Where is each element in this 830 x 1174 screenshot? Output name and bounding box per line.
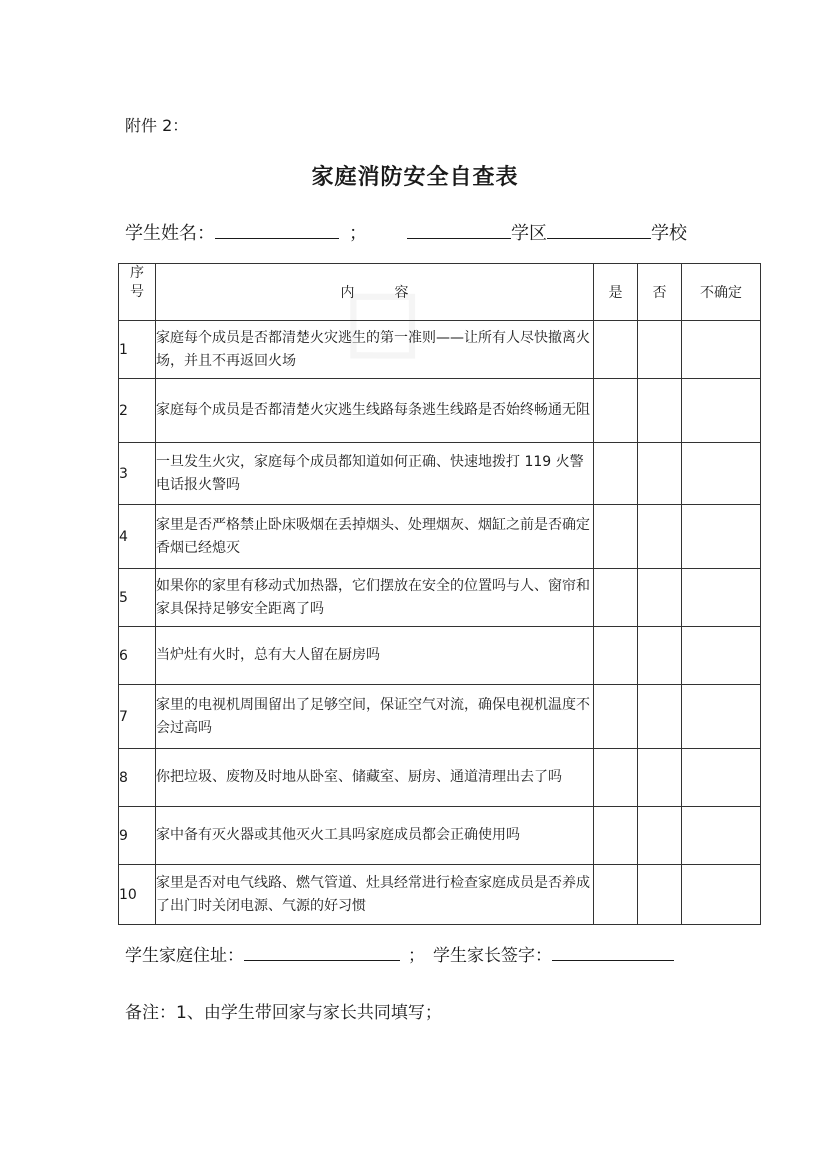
row-number: 7	[119, 685, 156, 749]
signature-field[interactable]	[552, 941, 674, 961]
table-row	[119, 505, 761, 569]
yes-cell[interactable]	[594, 685, 638, 749]
yes-cell[interactable]	[594, 627, 638, 685]
row-number: 1	[119, 321, 156, 379]
school-label: 学校	[651, 223, 687, 244]
table-row	[119, 321, 761, 379]
student-name-field[interactable]	[215, 219, 339, 239]
unsure-cell[interactable]	[682, 627, 761, 685]
yes-cell[interactable]	[594, 379, 638, 443]
unsure-cell[interactable]	[682, 569, 761, 627]
unsure-cell[interactable]	[682, 749, 761, 807]
no-cell[interactable]	[638, 807, 682, 865]
header-unsure: 不确定	[682, 264, 761, 321]
footer-line	[125, 941, 674, 966]
row-content: 家里是否严格禁止卧床吸烟在丢掉烟头、处理烟灰、烟缸之前是否确定香烟已经熄灭	[156, 505, 594, 569]
yes-cell[interactable]	[594, 749, 638, 807]
student-name-label: 学生姓名：	[125, 223, 215, 244]
row-number: 3	[119, 443, 156, 505]
table-header-row	[119, 264, 761, 321]
header-content-char-a: 内	[340, 285, 355, 301]
address-field[interactable]	[244, 941, 400, 961]
yes-cell[interactable]	[594, 569, 638, 627]
unsure-cell[interactable]	[682, 505, 761, 569]
no-cell[interactable]	[638, 685, 682, 749]
row-content: 家里的电视机周围留出了足够空间，保证空气对流，确保电视机温度不会过高吗	[156, 685, 594, 749]
row-content: 家庭每个成员是否都清楚火灾逃生线路每条逃生线路是否始终畅通无阻	[156, 379, 594, 443]
table-row	[119, 865, 761, 925]
district-label: 学区	[511, 223, 547, 244]
row-number: 4	[119, 505, 156, 569]
attachment-label: 附件 2：	[125, 116, 189, 135]
table-row	[119, 379, 761, 443]
yes-cell[interactable]	[594, 321, 638, 379]
table-row	[119, 685, 761, 749]
unsure-cell[interactable]	[682, 807, 761, 865]
no-cell[interactable]	[638, 627, 682, 685]
header-number-label: 序号	[130, 265, 144, 300]
yes-cell[interactable]	[594, 865, 638, 925]
row-content: 如果你的家里有移动式加热器，它们摆放在安全的位置吗与人、窗帘和家具保持足够安全距离了吗	[156, 569, 594, 627]
row-content: 一旦发生火灾，家庭每个成员都知道如何正确、快速地拨打 119 火警电话报火警吗	[156, 443, 594, 505]
info-separator: ；	[349, 223, 367, 244]
row-content: 家庭每个成员是否都清楚火灾逃生的第一准则——让所有人尽快撤离火场，并且不再返回火场	[156, 321, 594, 379]
row-content: 当炉灶有火时，总有大人留在厨房吗	[156, 627, 594, 685]
student-info-line	[125, 219, 687, 245]
header-number	[119, 264, 156, 321]
school-field[interactable]	[547, 219, 651, 239]
yes-cell[interactable]	[594, 505, 638, 569]
no-cell[interactable]	[638, 321, 682, 379]
row-number: 10	[119, 865, 156, 925]
self-check-table	[118, 263, 761, 925]
no-cell[interactable]	[638, 865, 682, 925]
page-title: 家庭消防安全自查表	[311, 165, 519, 190]
signature-label: 学生家长签字：	[433, 946, 552, 966]
unsure-cell[interactable]	[682, 379, 761, 443]
header-content	[156, 264, 594, 321]
row-content: 家中备有灭火器或其他灭火工具吗家庭成员都会正确使用吗	[156, 807, 594, 865]
unsure-cell[interactable]	[682, 321, 761, 379]
row-number: 8	[119, 749, 156, 807]
address-label: 学生家庭住址：	[125, 946, 244, 966]
row-number: 9	[119, 807, 156, 865]
footer-separator: ；	[408, 946, 425, 966]
no-cell[interactable]	[638, 569, 682, 627]
row-number: 5	[119, 569, 156, 627]
table-row	[119, 627, 761, 685]
table-row	[119, 807, 761, 865]
row-content: 家里是否对电气线路、燃气管道、灶具经常进行检查家庭成员是否养成了出门时关闭电源、气源的好习惯	[156, 865, 594, 925]
row-number: 6	[119, 627, 156, 685]
table-row	[119, 569, 761, 627]
district-field[interactable]	[407, 219, 511, 239]
no-cell[interactable]	[638, 443, 682, 505]
row-content: 你把垃圾、废物及时地从卧室、储藏室、厨房、通道清理出去了吗	[156, 749, 594, 807]
table-row	[119, 443, 761, 505]
no-cell[interactable]	[638, 379, 682, 443]
no-cell[interactable]	[638, 505, 682, 569]
header-content-char-b: 容	[394, 285, 409, 301]
unsure-cell[interactable]	[682, 685, 761, 749]
no-cell[interactable]	[638, 749, 682, 807]
unsure-cell[interactable]	[682, 865, 761, 925]
unsure-cell[interactable]	[682, 443, 761, 505]
header-no: 否	[638, 264, 682, 321]
header-yes: 是	[594, 264, 638, 321]
yes-cell[interactable]	[594, 443, 638, 505]
row-number: 2	[119, 379, 156, 443]
table-row	[119, 749, 761, 807]
note-text: 备注：1、由学生带回家与家长共同填写；	[125, 1003, 442, 1023]
yes-cell[interactable]	[594, 807, 638, 865]
